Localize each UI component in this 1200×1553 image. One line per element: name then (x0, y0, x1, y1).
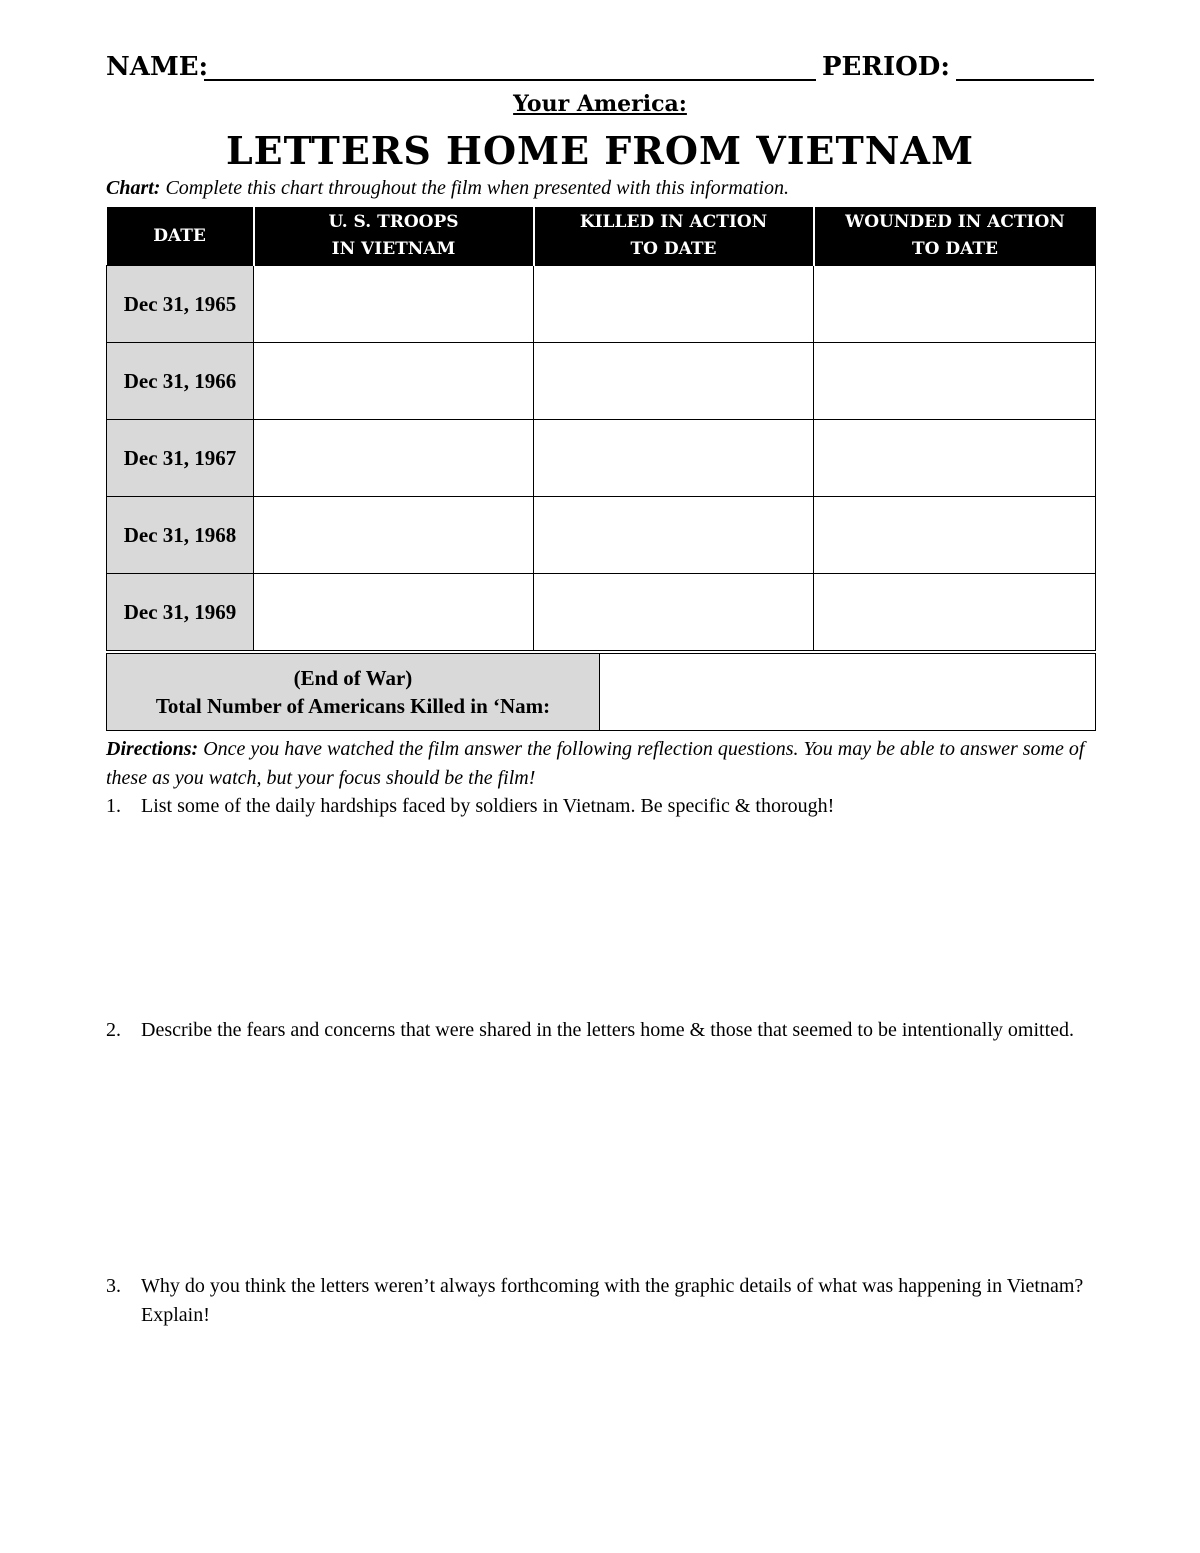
wounded-input-cell[interactable] (814, 574, 1096, 651)
question-number: 1. (106, 795, 121, 817)
question-number: 3. (106, 1275, 121, 1297)
date-cell: Dec 31, 1965 (107, 266, 254, 343)
question-text: List some of the daily hardships faced by soldiers in Vietnam. Be specific & thorough! (141, 795, 835, 817)
killed-input-cell[interactable] (534, 574, 814, 651)
date-cell: Dec 31, 1969 (107, 574, 254, 651)
total-killed-input-cell[interactable] (600, 654, 1096, 731)
name-period-row (106, 50, 1094, 86)
table-row (107, 420, 1096, 497)
vietnam-data-table (106, 207, 1096, 651)
question-1 (106, 792, 1096, 821)
question-text: Why do you think the letters weren’t always forthcoming with the graphic details of what was happening in Vietnam? Explain! (141, 1275, 1084, 1326)
page-title: LETTERS HOME FROM VIETNAM (225, 128, 975, 173)
troops-input-cell[interactable] (254, 420, 534, 497)
header-killed: KILLED IN ACTION TO DATE (534, 207, 814, 266)
troops-input-cell[interactable] (254, 266, 534, 343)
troops-input-cell[interactable] (254, 574, 534, 651)
name-field-line[interactable] (204, 79, 816, 81)
directions-text: Once you have watched the film answer the following reflection questions. You may be able to answer some of these as you watch, but your focus should be the film! (106, 738, 1085, 789)
question-3 (106, 1272, 1096, 1330)
table-row (107, 574, 1096, 651)
chart-label: Chart: (106, 177, 161, 199)
killed-input-cell[interactable] (534, 420, 814, 497)
chart-instructions-text: Complete this chart throughout the film when presented with this information. (160, 177, 789, 199)
subtitle: Your America: (513, 91, 687, 117)
table-row (107, 497, 1096, 574)
total-row (107, 654, 1096, 731)
period-label: PERIOD: (822, 52, 950, 82)
question-text: Describe the fears and concerns that were shared in the letters home & those that seemed to be intentionally omitted. (141, 1019, 1075, 1041)
table-header-row (107, 207, 1096, 266)
killed-input-cell[interactable] (534, 266, 814, 343)
date-cell: Dec 31, 1966 (107, 343, 254, 420)
troops-input-cell[interactable] (254, 343, 534, 420)
question-2 (106, 1016, 1096, 1045)
killed-input-cell[interactable] (534, 497, 814, 574)
wounded-input-cell[interactable] (814, 420, 1096, 497)
header-date: DATE (107, 207, 254, 266)
date-cell: Dec 31, 1967 (107, 420, 254, 497)
wounded-input-cell[interactable] (814, 497, 1096, 574)
header-wounded: WOUNDED IN ACTION TO DATE (814, 207, 1096, 266)
wounded-input-cell[interactable] (814, 343, 1096, 420)
header-troops: U. S. TROOPS IN VIETNAM (254, 207, 534, 266)
killed-input-cell[interactable] (534, 343, 814, 420)
wounded-input-cell[interactable] (814, 266, 1096, 343)
table-row (107, 266, 1096, 343)
name-label: NAME: (106, 52, 209, 82)
question-number: 2. (106, 1019, 121, 1041)
troops-input-cell[interactable] (254, 497, 534, 574)
date-cell: Dec 31, 1968 (107, 497, 254, 574)
total-killed-label: (End of War) Total Number of Americans Killed in ‘Nam: (107, 654, 600, 731)
directions (106, 735, 1096, 793)
chart-instructions (106, 177, 1094, 200)
directions-label: Directions: (106, 738, 199, 760)
total-killed-table (106, 653, 1096, 731)
table-row (107, 343, 1096, 420)
period-field-line[interactable] (956, 79, 1094, 81)
